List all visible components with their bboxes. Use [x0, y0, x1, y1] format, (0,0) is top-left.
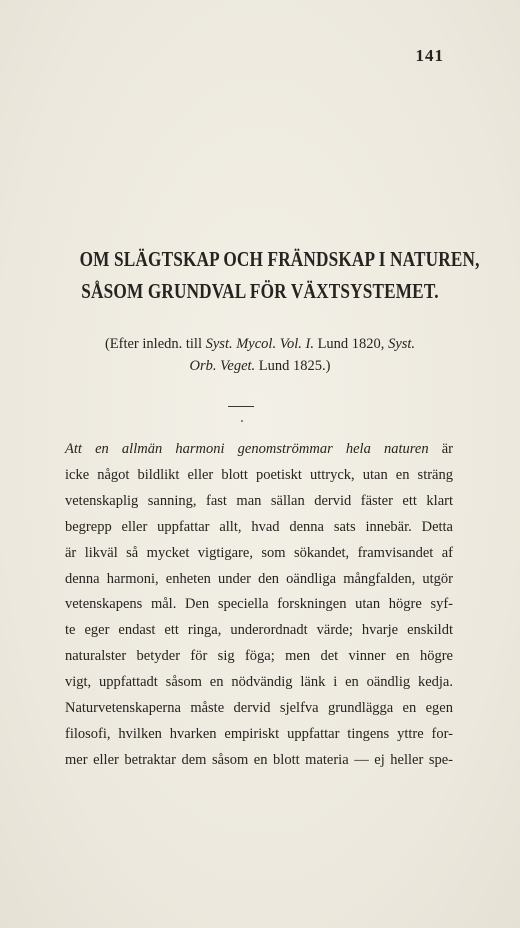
source-citation	[40, 333, 480, 377]
text-line: är likväl så mycket vigtigare, som sökandet, framvisandet af	[65, 544, 453, 561]
source-text: Lund 1825.)	[255, 358, 331, 374]
source-text: (Efter inledn. till	[104, 336, 206, 352]
chapter-title	[79, 243, 480, 307]
text-line: vetenskaplig sanning, fast man sällan dervid fäster ett klart	[65, 492, 453, 509]
ornament-dot	[241, 420, 243, 422]
chapter-title-line-2: SÅSOM GRUNDVAL FÖR VÄXTSYSTEMET.	[81, 279, 439, 303]
text-line: icke något bildlikt eller blott poetiskt uttryck, utan en sträng	[65, 466, 453, 483]
text-fragment: är	[428, 441, 454, 457]
text-line	[65, 437, 453, 463]
section-separator	[228, 406, 254, 407]
source-citation-line-2	[40, 355, 480, 377]
text-line: filosofi, hvilken hvarken empiriskt uppfattar tingens yttre for-	[65, 725, 453, 742]
source-work-title: Syst. Mycol. Vol. I.	[205, 336, 314, 352]
source-text: Lund 1820,	[313, 336, 389, 352]
text-line: vetenskapens mål. Den speciella forskningen utan högre syf-	[65, 596, 453, 613]
text-line: naturalster betyder för sig föga; men det vinner en högre	[65, 648, 453, 665]
text-line: denna harmoni, enheten under den oändliga mångfalden, utgör	[65, 570, 453, 587]
text-line: vigt, uppfattadt såsom en nödvändig länk i en oändlig kedja.	[65, 674, 453, 691]
text-line: begrepp eller uppfattar allt, hvad denna sats innebär. Detta	[65, 518, 453, 535]
source-work-title: Syst.	[388, 336, 416, 352]
body-paragraph	[65, 437, 453, 774]
page-number: 141	[415, 46, 444, 65]
source-work-title: Orb. Veget.	[189, 358, 256, 374]
text-line: mer eller betraktar dem såsom en blott materia — ej heller spe-	[65, 751, 453, 768]
text-line: te eger endast ett ringa, underordnadt värde; hvarje enskildt	[65, 622, 453, 639]
chapter-title-line-1: OM SLÄGTSKAP OCH FRÄNDSKAP I NATUREN,	[79, 247, 480, 271]
text-line: Naturvetenskaperna måste dervid sjelfva grundlägga en egen	[65, 700, 453, 717]
source-citation-line-1	[40, 333, 480, 355]
emphasized-text: Att en allmän harmoni genomströmmar hela naturen	[65, 441, 429, 457]
